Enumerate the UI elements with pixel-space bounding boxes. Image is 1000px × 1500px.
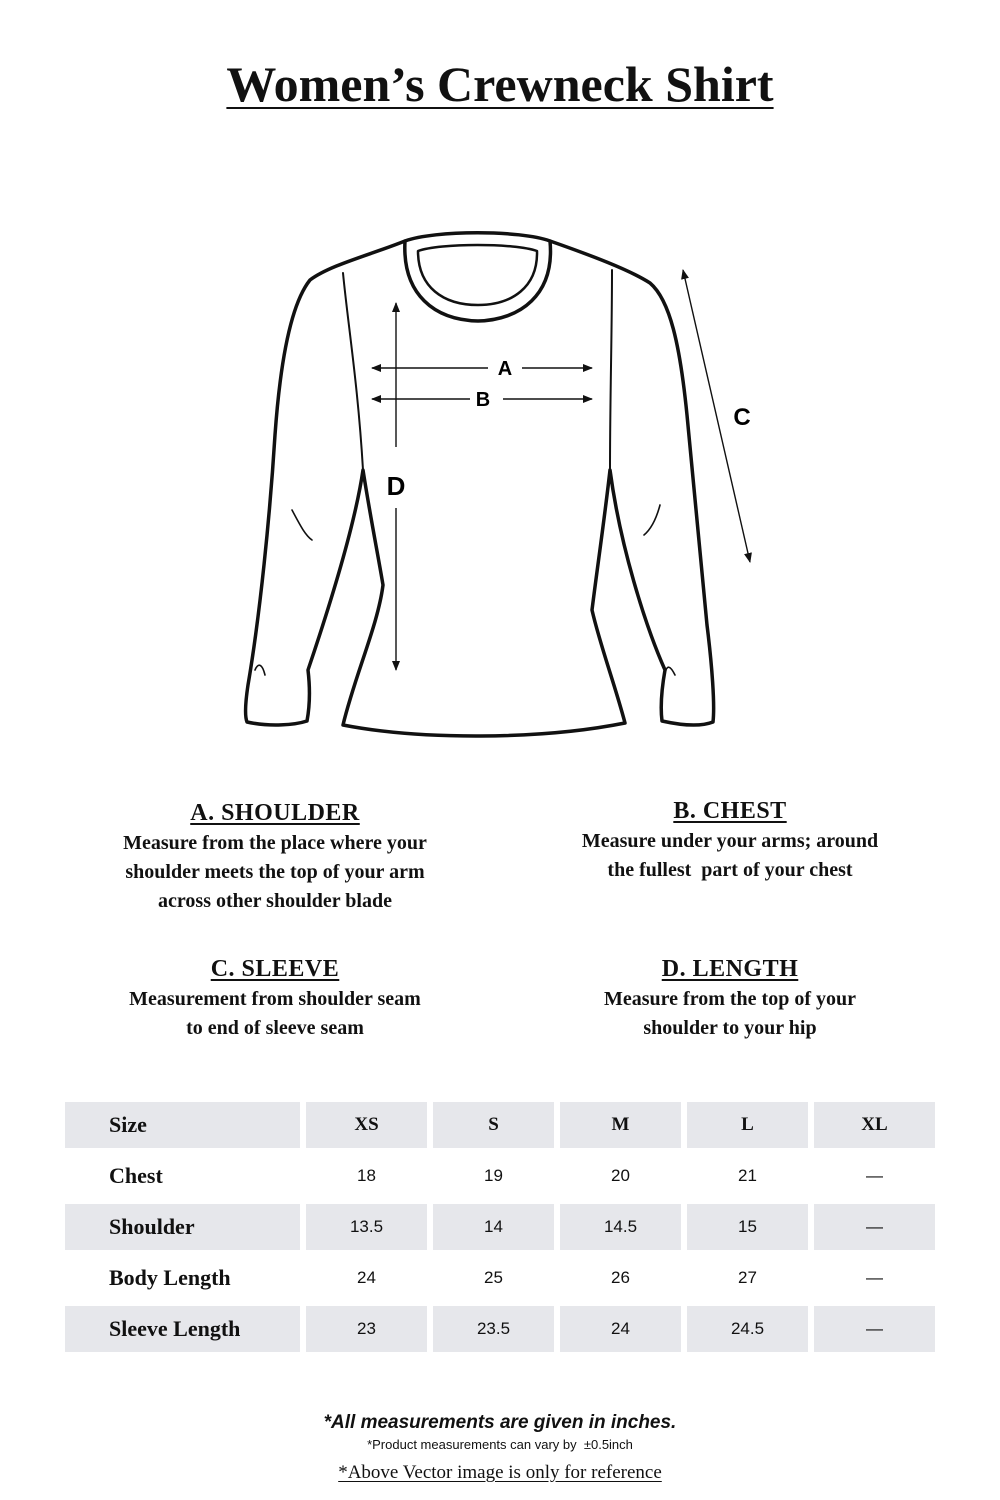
table-cell: 14: [433, 1204, 554, 1250]
size-chart-table: [59, 1097, 941, 1357]
column-header: L: [687, 1102, 808, 1148]
definition-shoulder: [80, 800, 470, 916]
table-cell: 18: [357, 1166, 376, 1185]
table-row: [65, 1255, 935, 1301]
definition-line: Measure from the top of your: [604, 988, 856, 1010]
definition-line: Measurement from shoulder seam: [129, 988, 421, 1010]
table-cell: 13.5: [306, 1204, 427, 1250]
definition-chest: [540, 798, 920, 885]
table-cell: 25: [484, 1268, 503, 1287]
table-cell: —: [866, 1166, 883, 1185]
definition-heading: A. SHOULDER: [190, 800, 360, 826]
definition-line: across other shoulder blade: [158, 890, 392, 912]
table-cell: 24.5: [687, 1306, 808, 1352]
table-header-row: [65, 1102, 935, 1148]
table-cell: 19: [484, 1166, 503, 1185]
table-cell: 23: [306, 1306, 427, 1352]
table-cell: —: [814, 1204, 935, 1250]
column-header: XS: [306, 1102, 427, 1148]
label-c: C: [733, 404, 751, 431]
shirt-outline: [246, 233, 714, 736]
table-cell: 26: [611, 1268, 630, 1287]
definition-line: shoulder to your hip: [643, 1017, 817, 1039]
definition-length: [540, 956, 920, 1043]
table-cell: —: [814, 1306, 935, 1352]
definition-line: Measure from the place where your: [123, 832, 427, 854]
definition-line: Measure under your arms; around: [581, 830, 879, 852]
variance-note: *Product measurements can vary by ±0.5inch: [367, 1437, 633, 1452]
table-cell: 24: [357, 1268, 376, 1287]
reference-note: *Above Vector image is only for reference: [338, 1462, 662, 1483]
definition-line: the fullest part of your chest: [607, 859, 853, 881]
column-header: S: [433, 1102, 554, 1148]
label-b: B: [475, 389, 491, 411]
table-cell: 24: [560, 1306, 681, 1352]
column-header: Size: [65, 1102, 300, 1148]
row-label: Shoulder: [65, 1204, 300, 1250]
definition-sleeve: [80, 956, 470, 1043]
definition-line: to end of sleeve seam: [186, 1017, 364, 1039]
table-cell: 27: [738, 1268, 757, 1287]
table-cell: 15: [687, 1204, 808, 1250]
column-header: XL: [814, 1102, 935, 1148]
row-label: Sleeve Length: [65, 1306, 300, 1352]
row-label: Chest: [109, 1163, 163, 1188]
shirt-diagram: [220, 225, 780, 745]
label-a: A: [497, 358, 513, 380]
definition-heading: B. CHEST: [673, 798, 787, 824]
table-row: [65, 1153, 935, 1199]
label-d: D: [386, 471, 406, 501]
row-label: Body Length: [109, 1265, 231, 1290]
definition-heading: C. SLEEVE: [210, 956, 340, 982]
table-cell: 20: [611, 1166, 630, 1185]
table-row: [65, 1306, 935, 1352]
units-note: *All measurements are given in inches.: [323, 1412, 677, 1433]
definition-heading: D. LENGTH: [661, 956, 799, 982]
table-cell: 21: [738, 1166, 757, 1185]
table-cell: —: [866, 1268, 883, 1287]
definition-line: shoulder meets the top of your arm: [125, 861, 425, 883]
table-row: [65, 1204, 935, 1250]
table-cell: 23.5: [433, 1306, 554, 1352]
column-header: M: [560, 1102, 681, 1148]
page-title: Women’s Crewneck Shirt: [226, 56, 774, 112]
table-cell: 14.5: [560, 1204, 681, 1250]
